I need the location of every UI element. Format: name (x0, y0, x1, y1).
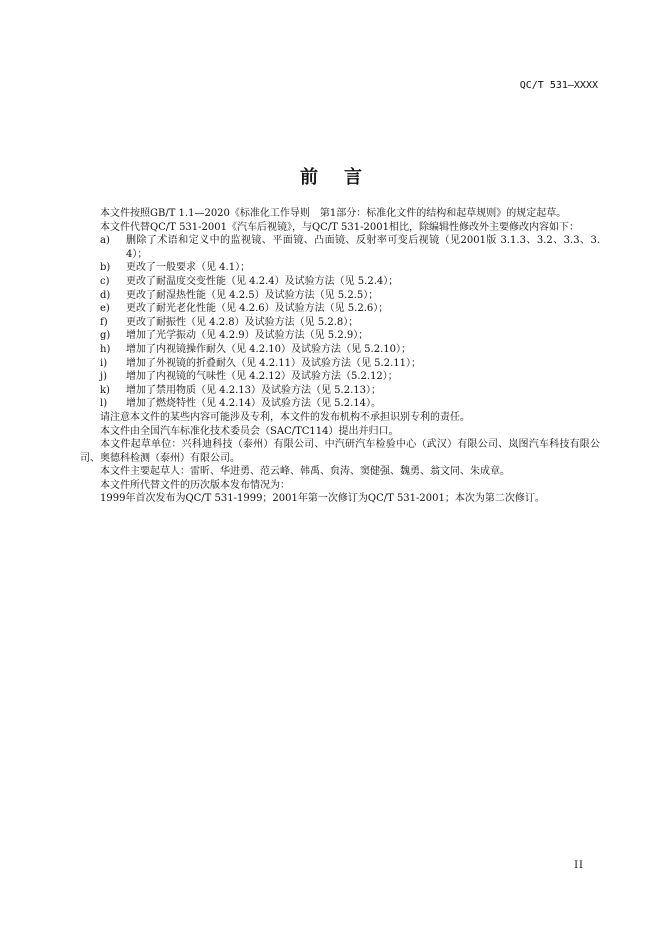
paragraph-patent-notice: 请注意本文件的某些内容可能涉及专利，本文件的发布机构不承担识别专利的责任。 (100, 411, 470, 423)
document-code: QC/T 531—XXXX (519, 80, 598, 91)
list-item-text: 增加了光学振动（见 4.2.9）及试验方法（见 5.2.9）； (126, 330, 369, 342)
list-item-text: 增加了禁用物质（见 4.2.13）及试验方法（见 5.2.13）； (126, 384, 381, 396)
paragraph-history: 1999年首次发布为QC/T 531-1999；2001年第一次修订为QC/T 531-2001；本次为第二次修订。 (100, 493, 545, 505)
list-item-text: 更改了耐光老化性能（见 4.2.6）及试验方法（见 5.2.6）； (126, 303, 389, 315)
list-item-text: 更改了一般要求（见 4.1）； (126, 262, 251, 274)
paragraph-replacement: 本文件代替QC/T 531-2001《汽车后视镜》，与QC/T 531-2001相比，除编辑性修改外主要修改内容如下： (100, 221, 579, 233)
paragraph-drafting-units: 本文件起草单位：兴科迪科技（泰州）有限公司、中汽研汽车检验中心（武汉）有限公司、岚图汽车科技有限公司、奥德科检测（泰州）有限公司。 (80, 439, 600, 464)
list-item-label: l) (100, 398, 108, 410)
change-list (80, 234, 600, 411)
list-item-label: c) (100, 275, 110, 287)
list-item (80, 343, 600, 357)
paragraph-drafters: 本文件主要起草人：雷昕、华进勇、范云峰、韩禹、贠涛、窦健强、魏勇、翁文同、朱成章。 (100, 466, 510, 478)
list-item (80, 302, 600, 316)
paragraph-drafting-rule: 本文件按照GB/T 1.1—2020《标准化工作导则 第1部分：标准化文件的结构和起草规则》的规定起草。 (100, 208, 567, 219)
list-item-label: a) (100, 235, 110, 247)
list-item (80, 397, 600, 411)
list-item-text: 增加了内视镜的气味性（见 4.2.12）及试验方法（5.2.12）； (126, 371, 398, 383)
list-item (80, 384, 600, 398)
list-item-label: e) (100, 303, 110, 315)
list-item (80, 357, 600, 371)
paragraph-committee: 本文件由全国汽车标准化技术委员会（SAC/TC114）提出并归口。 (100, 425, 399, 437)
list-item (80, 370, 600, 384)
list-item (80, 316, 600, 330)
page-number: II (574, 860, 584, 871)
list-item-label: j) (100, 371, 108, 383)
list-item-text: 更改了耐温度交变性能（见 4.2.4）及试验方法（见 5.2.4）； (126, 275, 399, 287)
list-item-label: f) (100, 316, 108, 328)
list-item (80, 289, 600, 303)
list-item-text: 增加了燃烧特性（见 4.2.14）及试验方法（见 5.2.14）。 (126, 398, 381, 410)
list-item (80, 329, 600, 343)
list-item-text: 删除了术语和定义中的监视镜、平面镜、凸面镜、反射率可变后视镜（见2001版 3.1.3、3.2、3.3、3.4）； (126, 235, 600, 260)
list-item-label: d) (100, 289, 111, 301)
list-item-label: b) (100, 262, 111, 274)
list-item (80, 234, 600, 261)
list-item-text: 增加了外视镜的折叠耐久（见 4.2.11）及试验方法（见 5.2.11）； (126, 357, 421, 369)
list-item (80, 275, 600, 289)
list-item-label: k) (100, 384, 110, 396)
page-title: 前言 (300, 167, 388, 188)
list-item (80, 261, 600, 275)
list-item-text: 更改了耐振性（见 4.2.8）及试验方法（见 5.2.8）； (126, 316, 359, 328)
list-item-label: h) (100, 343, 111, 355)
foreword-body (80, 207, 600, 506)
paragraph-history-heading: 本文件所代替文件的历次版本发布情况为： (100, 479, 290, 491)
list-item-text: 更改了耐湿热性能（见 4.2.5）及试验方法（见 5.2.5）； (126, 289, 379, 301)
list-item-label: i) (100, 357, 108, 369)
list-item-text: 增加了内视镜操作耐久（见 4.2.10）及试验方法（见 5.2.10）； (126, 343, 411, 355)
list-item-label: g) (100, 330, 111, 342)
